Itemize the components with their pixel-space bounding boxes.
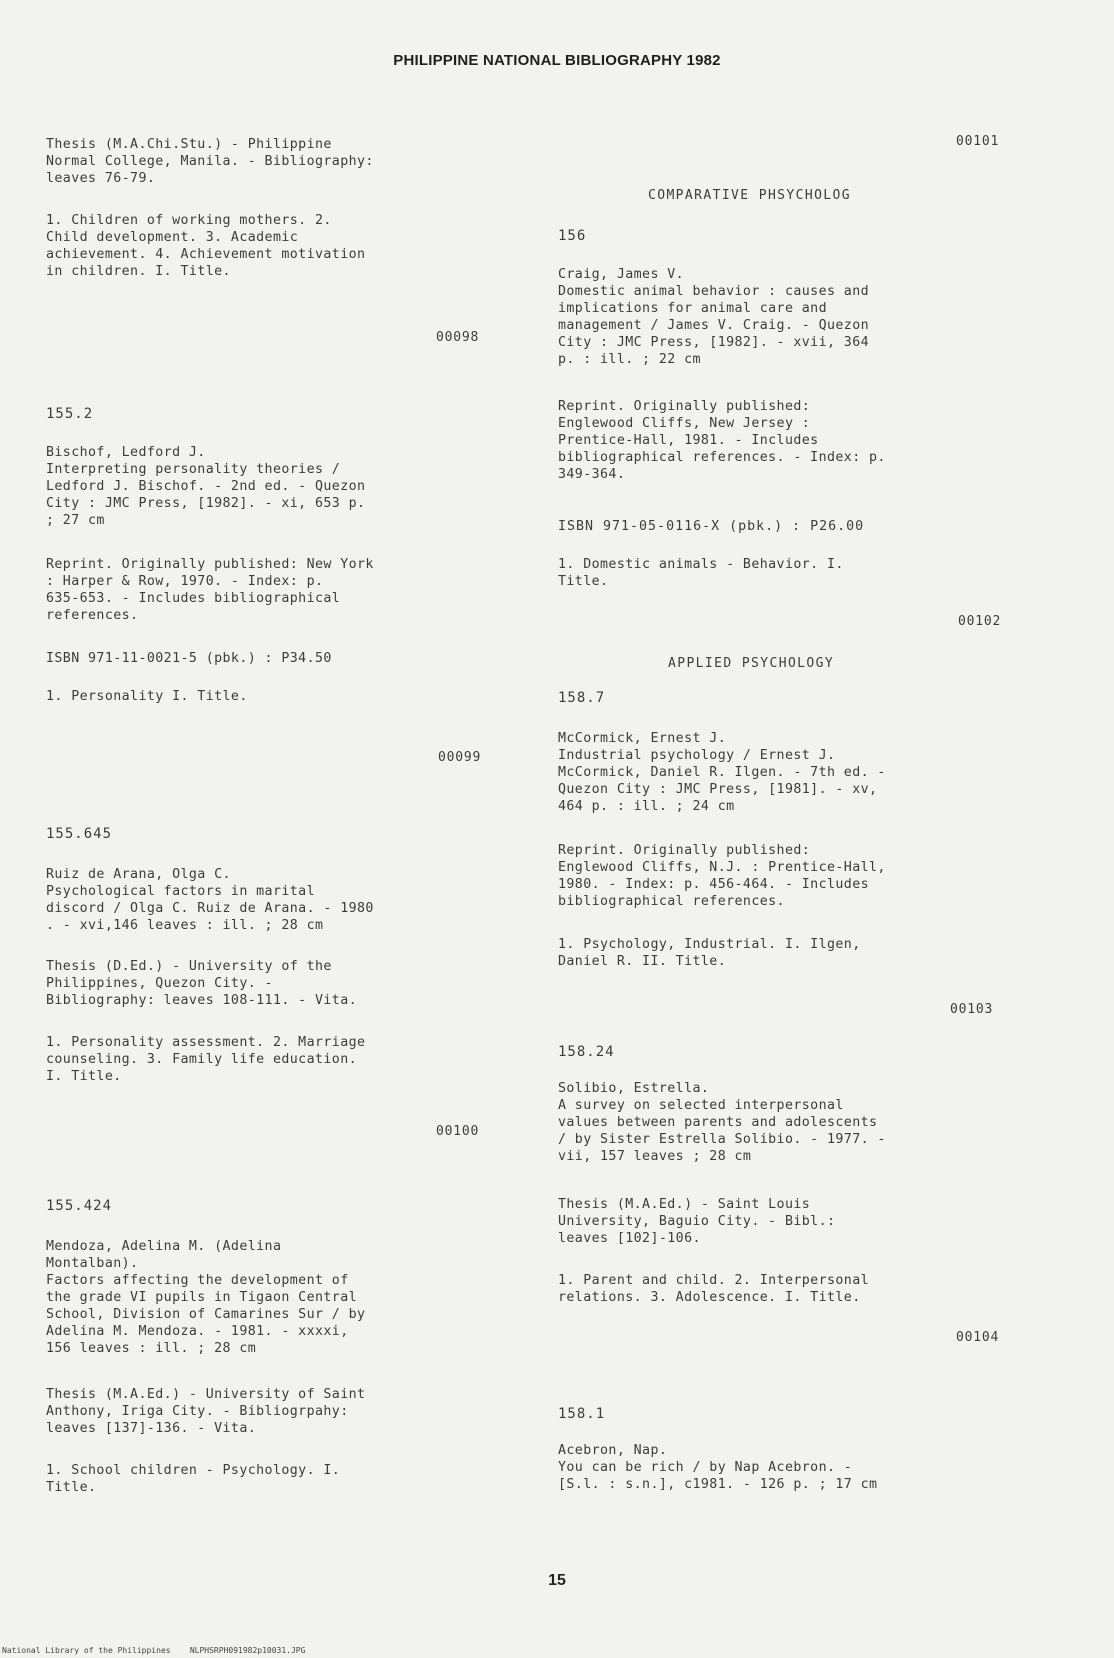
entry-subjects: 1. Personality assessment. 2. Marriage counseling. 3. Family life education. I. Title. (46, 1035, 366, 1084)
entry-body: Acebron, Nap. You can be rich / by Nap Acebron. - [S.l. : s.n.], c1981. - 126 p. ; 17 cm (558, 1443, 878, 1492)
entry-subjects: 1. School children - Psychology. I. Title. (46, 1463, 341, 1495)
entry-subjects: 1. Personality I. Title. (46, 689, 248, 704)
entry-notes: Reprint. Originally published: Englewood Cliffs, New Jersey : Prentice-Hall, 1981. - Includes bibliographical references. - Index: p. 349-364. (558, 399, 886, 482)
entry-body: Bischof, Ledford J. Interpreting personality theories / Ledford J. Bischof. - 2nd ed. - Quezon City : JMC Press, [1982]. - xi, 653 p. ; 27 cm (46, 445, 366, 528)
entry-body: Solibio, Estrella. A survey on selected interpersonal values between parents and adolescents / by Sister Estrella Solibio. - 1977. - vii, 157 leaves ; 28 cm (558, 1081, 886, 1164)
entry-number: 00100 (436, 1124, 480, 1139)
subject-heading: APPLIED PSYCHOLOGY (668, 656, 835, 671)
entry-subjects: 1. Parent and child. 2. Interpersonal relations. 3. Adolescence. I. Title. (558, 1273, 869, 1305)
entry-subjects: 1. Domestic animals - Behavior. I. Title. (558, 557, 844, 589)
class-number: 158.1 (558, 1406, 606, 1422)
entry-notes: Thesis (M.A.Chi.Stu.) - Philippine Normal College, Manila. - Bibliography: leaves 76-79. (46, 137, 374, 186)
entry-body: Mendoza, Adelina M. (Adelina Montalban). Factors affecting the development of the grade VI pupils in Tigaon Central School, Division of Camarines Sur / by Adelina M. Mendoza. - 1981. - xxxxi, 156 leaves : ill. ; 28 cm (46, 1239, 366, 1356)
entry-notes: Thesis (D.Ed.) - University of the Philippines, Quezon City. - Bibliography: leaves 108-111. - Vita. (46, 959, 357, 1008)
entry-isbn: ISBN 971-05-0116-X (pbk.) : P26.00 (558, 519, 865, 534)
class-number: 156 (558, 228, 587, 244)
entry-subjects: 1. Psychology, Industrial. I. Ilgen, Daniel R. II. Title. (558, 937, 861, 969)
entry-notes: Reprint. Originally published: New York : Harper & Row, 1970. - Index: p. 635-653. - Includes bibliographical references. (46, 557, 374, 623)
entry-number: 00098 (436, 330, 480, 345)
entry-body: Ruiz de Arana, Olga C. Psychological factors in marital discord / Olga C. Ruiz de Arana. - 1980 . - xvi,146 leaves : ill. ; 28 cm (46, 867, 374, 933)
class-number: 155.2 (46, 406, 94, 422)
page-header: PHILIPPINE NATIONAL BIBLIOGRAPHY 1982 (393, 52, 721, 69)
entry-number: 00099 (438, 750, 482, 765)
entry-number: 00102 (958, 614, 1002, 629)
scan-footer: National Library of the Philippines NLPHSRPH091982p10031.JPG (2, 1646, 306, 1655)
class-number: 155.645 (46, 826, 113, 842)
class-number: 158.7 (558, 690, 606, 706)
entry-notes: Thesis (M.A.Ed.) - Saint Louis University, Baguio City. - Bibl.: leaves [102]-106. (558, 1197, 836, 1246)
entry-number: 00104 (956, 1330, 1000, 1345)
subject-heading: COMPARATIVE PHSYCHOLOG (648, 188, 851, 203)
page-number: 15 (548, 1572, 566, 1589)
class-number: 158.24 (558, 1044, 615, 1060)
entry-body: McCormick, Ernest J. Industrial psychology / Ernest J. McCormick, Daniel R. Ilgen. - 7th ed. - Quezon City : JMC Press, [1981]. - xv, 464 p. : ill. ; 24 cm (558, 731, 886, 814)
entry-notes: Reprint. Originally published: Englewood Cliffs, N.J. : Prentice-Hall, 1980. - Index: p. 456-464. - Includes bibliographical references. (558, 843, 886, 909)
entry-number: 00103 (950, 1002, 994, 1017)
entry-body: Craig, James V. Domestic animal behavior : causes and implications for animal care and management / James V. Craig. - Quezon City : JMC Press, [1982]. - xvii, 364 p. : ill. ; 22 cm (558, 267, 869, 367)
entry-isbn: ISBN 971-11-0021-5 (pbk.) : P34.50 (46, 651, 332, 666)
entry-subjects: 1. Children of working mothers. 2. Child development. 3. Academic achievement. 4. Achievement motivation in children. I. Title. (46, 213, 366, 279)
entry-notes: Thesis (M.A.Ed.) - University of Saint Anthony, Iriga City. - Bibliogrpahy: leaves [137]-136. - Vita. (46, 1387, 366, 1436)
class-number: 155.424 (46, 1198, 113, 1214)
entry-number: 00101 (956, 134, 1000, 149)
